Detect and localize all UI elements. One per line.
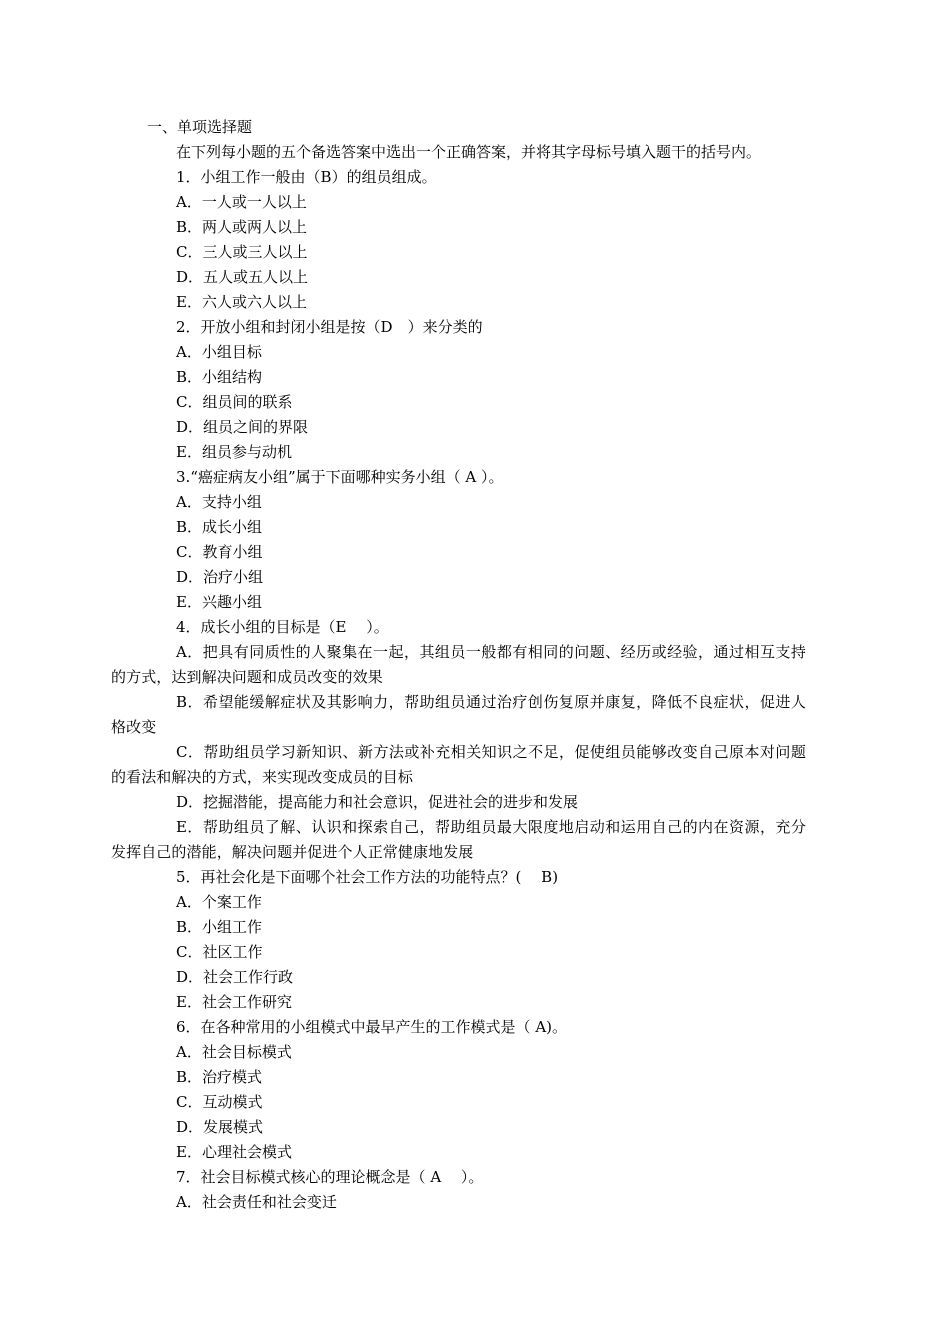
- answer-option: B．成长小组: [176, 518, 263, 536]
- answer-option: D．五人或五人以上: [176, 268, 309, 286]
- question-stem: 1．小组工作一般由（B）的组员组成。: [176, 168, 437, 186]
- document-body: [111, 115, 847, 1215]
- question-stem: 3.“癌症病友小组”属于下面哪种实务小组（ A ）。: [176, 468, 504, 486]
- answer-option: E．兴趣小组: [176, 593, 262, 611]
- answer-option: C．组员间的联系: [176, 393, 293, 411]
- answer-option: A．支持小组: [176, 493, 262, 511]
- instructions: 在下列每小题的五个备选答案中选出一个正确答案，并将其字母标号填入题干的括号内。: [176, 143, 762, 161]
- answer-option: A．小组目标: [176, 343, 262, 361]
- answer-option: D．发展模式: [176, 1118, 264, 1136]
- question-stem: 7．社会目标模式核心的理论概念是（ A ）。: [176, 1168, 484, 1186]
- answer-option: A．社会责任和社会变迁: [176, 1193, 337, 1211]
- answer-option: E．社会工作研究: [176, 993, 292, 1011]
- answer-option: D．社会工作行政: [176, 968, 294, 986]
- answer-option: D．组员之间的界限: [176, 418, 309, 436]
- answer-option: B．小组工作: [176, 918, 263, 936]
- section-title: 一、单项选择题: [147, 118, 253, 136]
- question-stem: 4．成长小组的目标是（E ）。: [176, 618, 389, 636]
- answer-option: D．挖掘潜能，提高能力和社会意识，促进社会的进步和发展: [176, 793, 579, 811]
- question-stem: 5．再社会化是下面哪个社会工作方法的功能特点？( B): [176, 868, 559, 886]
- answer-option: B．两人或两人以上: [176, 218, 308, 236]
- answer-option: A．一人或一人以上: [176, 193, 307, 211]
- answer-option: E．帮助组员了解、认识和探索自己，帮助组员最大限度地启动和运用自己的内在资源，充分发挥自己的潜能，解决问题并促进个人正常健康地发展: [111, 818, 806, 861]
- answer-option: A．把具有同质性的人聚集在一起，其组员一般都有相同的问题、经历或经验，通过相互支持的方式，达到解决问题和成员改变的效果: [111, 643, 806, 686]
- answer-option: B．希望能缓解症状及其影响力，帮助组员通过治疗创伤复原并康复，降低不良症状，促进人格改变: [111, 693, 806, 736]
- answer-option: D．治疗小组: [176, 568, 264, 586]
- question-stem: 6．在各种常用的小组模式中最早产生的工作模式是（ A)。: [176, 1018, 567, 1036]
- answer-option: C．三人或三人以上: [176, 243, 308, 261]
- answer-option: E．组员参与动机: [176, 443, 292, 461]
- question-stem: 2．开放小组和封闭小组是按（D ）来分类的: [176, 318, 483, 336]
- answer-option: A．社会目标模式: [176, 1043, 292, 1061]
- answer-option: E．六人或六人以上: [176, 293, 307, 311]
- answer-option: B．小组结构: [176, 368, 263, 386]
- answer-option: A．个案工作: [176, 893, 262, 911]
- answer-option: C．社区工作: [176, 943, 263, 961]
- answer-option: C．教育小组: [176, 543, 263, 561]
- answer-option: B．治疗模式: [176, 1068, 263, 1086]
- answer-option: C．互动模式: [176, 1093, 263, 1111]
- answer-option: C．帮助组员学习新知识、新方法或补充相关知识之不足，促使组员能够改变自己原本对问题的看法和解决的方式，来实现改变成员的目标: [111, 743, 806, 786]
- answer-option: E．心理社会模式: [176, 1143, 292, 1161]
